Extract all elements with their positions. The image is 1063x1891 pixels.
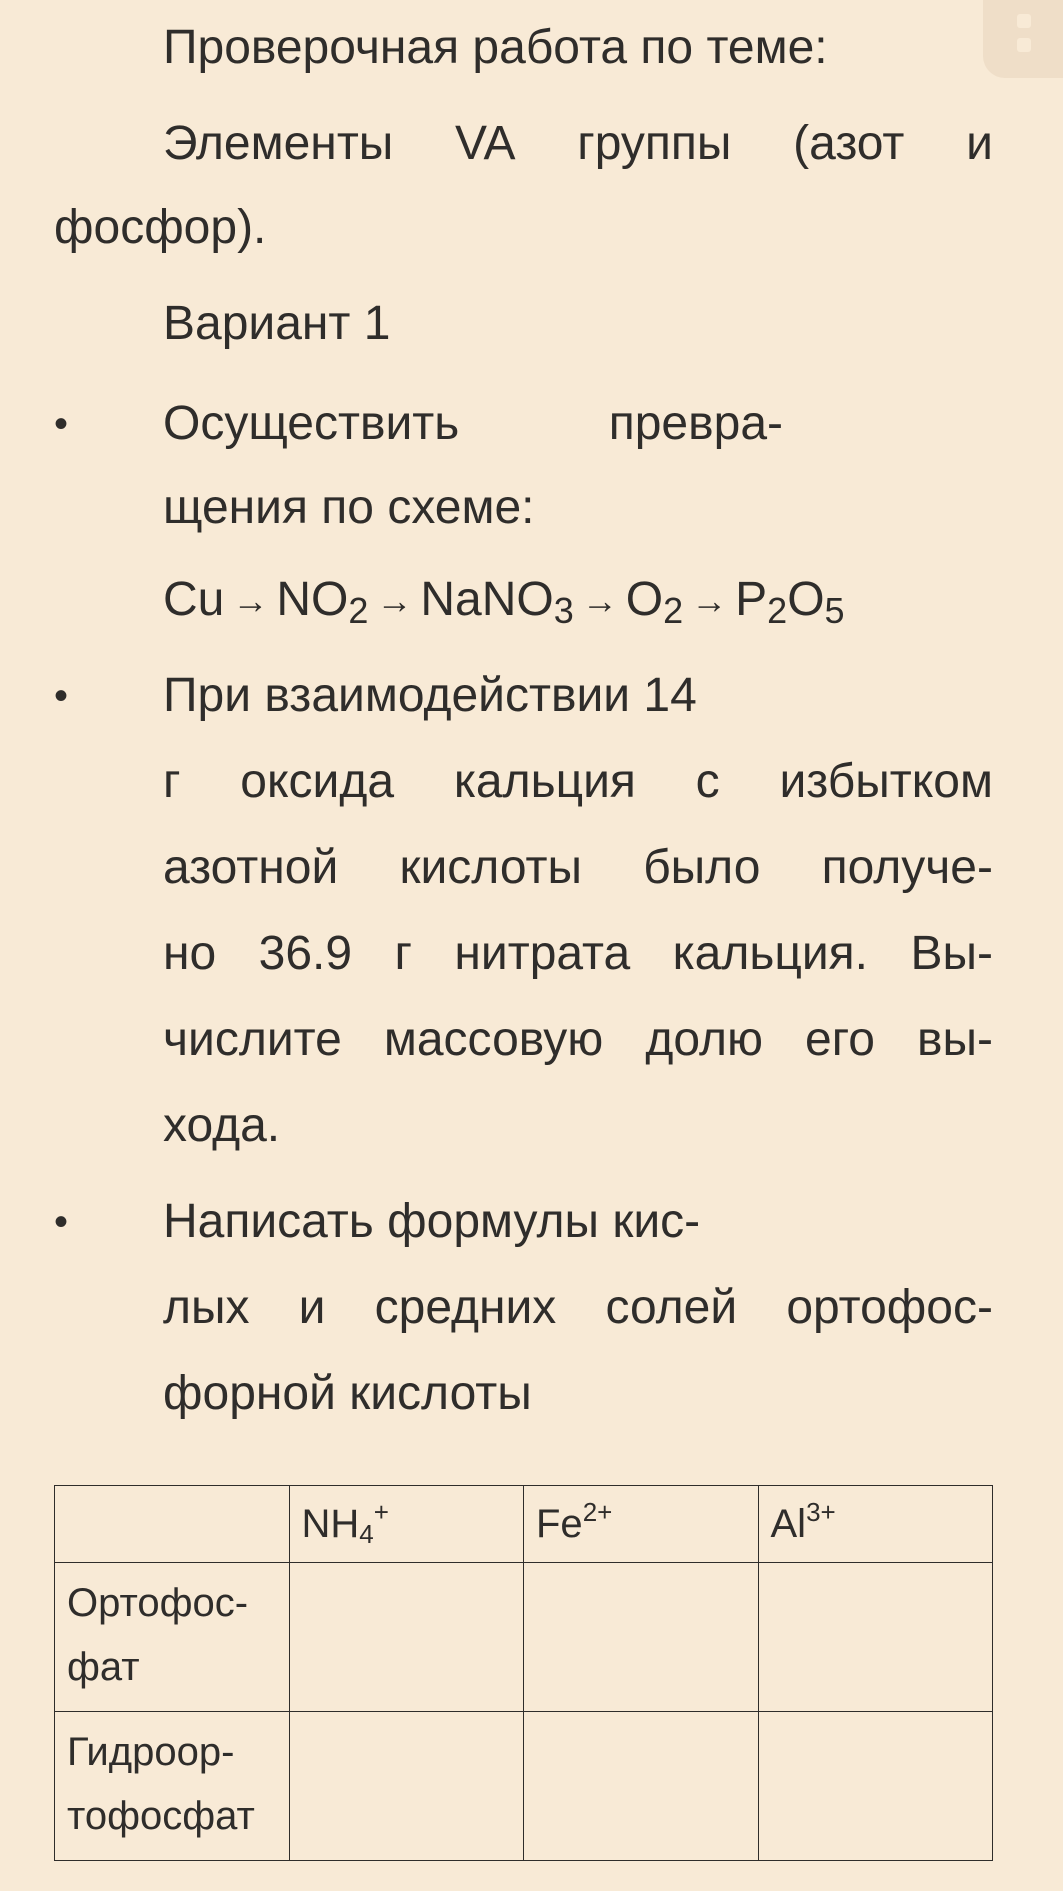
header-cell-aluminium: $Al^{3+}$ xyxy=(758,1486,993,1563)
arrow-icon: → xyxy=(691,580,728,621)
table-row xyxy=(55,1563,993,1712)
salts-table xyxy=(54,1485,993,1861)
task3-line: форной кислоты xyxy=(163,1367,532,1420)
task2-line: При взаимодействии 14 xyxy=(163,669,697,722)
arrow-icon: → xyxy=(581,580,618,621)
answer-cell[interactable] xyxy=(524,1712,759,1861)
bullet-marker: • xyxy=(54,1200,69,1244)
answer-cell[interactable] xyxy=(758,1563,993,1712)
task2-line: но 36.9 г нитрата кальция. Вы- xyxy=(163,927,993,980)
task1-line: Осуществить превра- xyxy=(163,397,783,450)
scroll-handle[interactable] xyxy=(983,0,1063,78)
arrow-icon: → xyxy=(376,580,413,621)
row-label-cell: Ортофос- фат xyxy=(55,1563,290,1712)
task2-line: азотной кислоты было получе- xyxy=(163,841,993,894)
topic-line-continued: фосфор). xyxy=(54,201,267,254)
bullet-marker: • xyxy=(54,674,69,718)
task3-line: Написать формулы кис- xyxy=(163,1195,701,1248)
task2-line: г оксида кальция с избытком xyxy=(163,755,993,808)
answer-cell[interactable] xyxy=(524,1563,759,1712)
table-header-row xyxy=(55,1486,993,1563)
page-title: Проверочная работа по теме: xyxy=(163,21,828,74)
answer-cell[interactable] xyxy=(758,1712,993,1861)
handle-grip-bar xyxy=(1017,38,1031,52)
table-row xyxy=(55,1712,993,1861)
handle-grip-bar xyxy=(1017,14,1031,28)
bullet-marker: • xyxy=(54,402,69,446)
header-cell-ammonium: $NH_4^+$ xyxy=(289,1486,524,1563)
variant-label: Вариант 1 xyxy=(163,297,391,350)
answer-cell[interactable] xyxy=(289,1563,524,1712)
task2-line: хода. xyxy=(163,1099,281,1152)
task2-line: числите массовую долю его вы- xyxy=(163,1013,993,1066)
task3-line: лых и средних солей ортофос- xyxy=(163,1281,993,1334)
task1-line: щения по схеме: xyxy=(163,481,535,534)
row-label-cell: Гидроор- тофосфат xyxy=(55,1712,290,1861)
answer-cell[interactable] xyxy=(289,1712,524,1861)
header-cell-iron: $Fe^{2+}$ xyxy=(524,1486,759,1563)
arrow-icon: → xyxy=(232,580,269,621)
topic-line: Элементы VA группы (азот и xyxy=(163,117,993,170)
table-corner-cell xyxy=(55,1486,290,1563)
reaction-scheme: $Cu \to NO_2$ → NaNO$_3$ → $O_2 \to P_2O_5$ xyxy=(163,573,845,631)
